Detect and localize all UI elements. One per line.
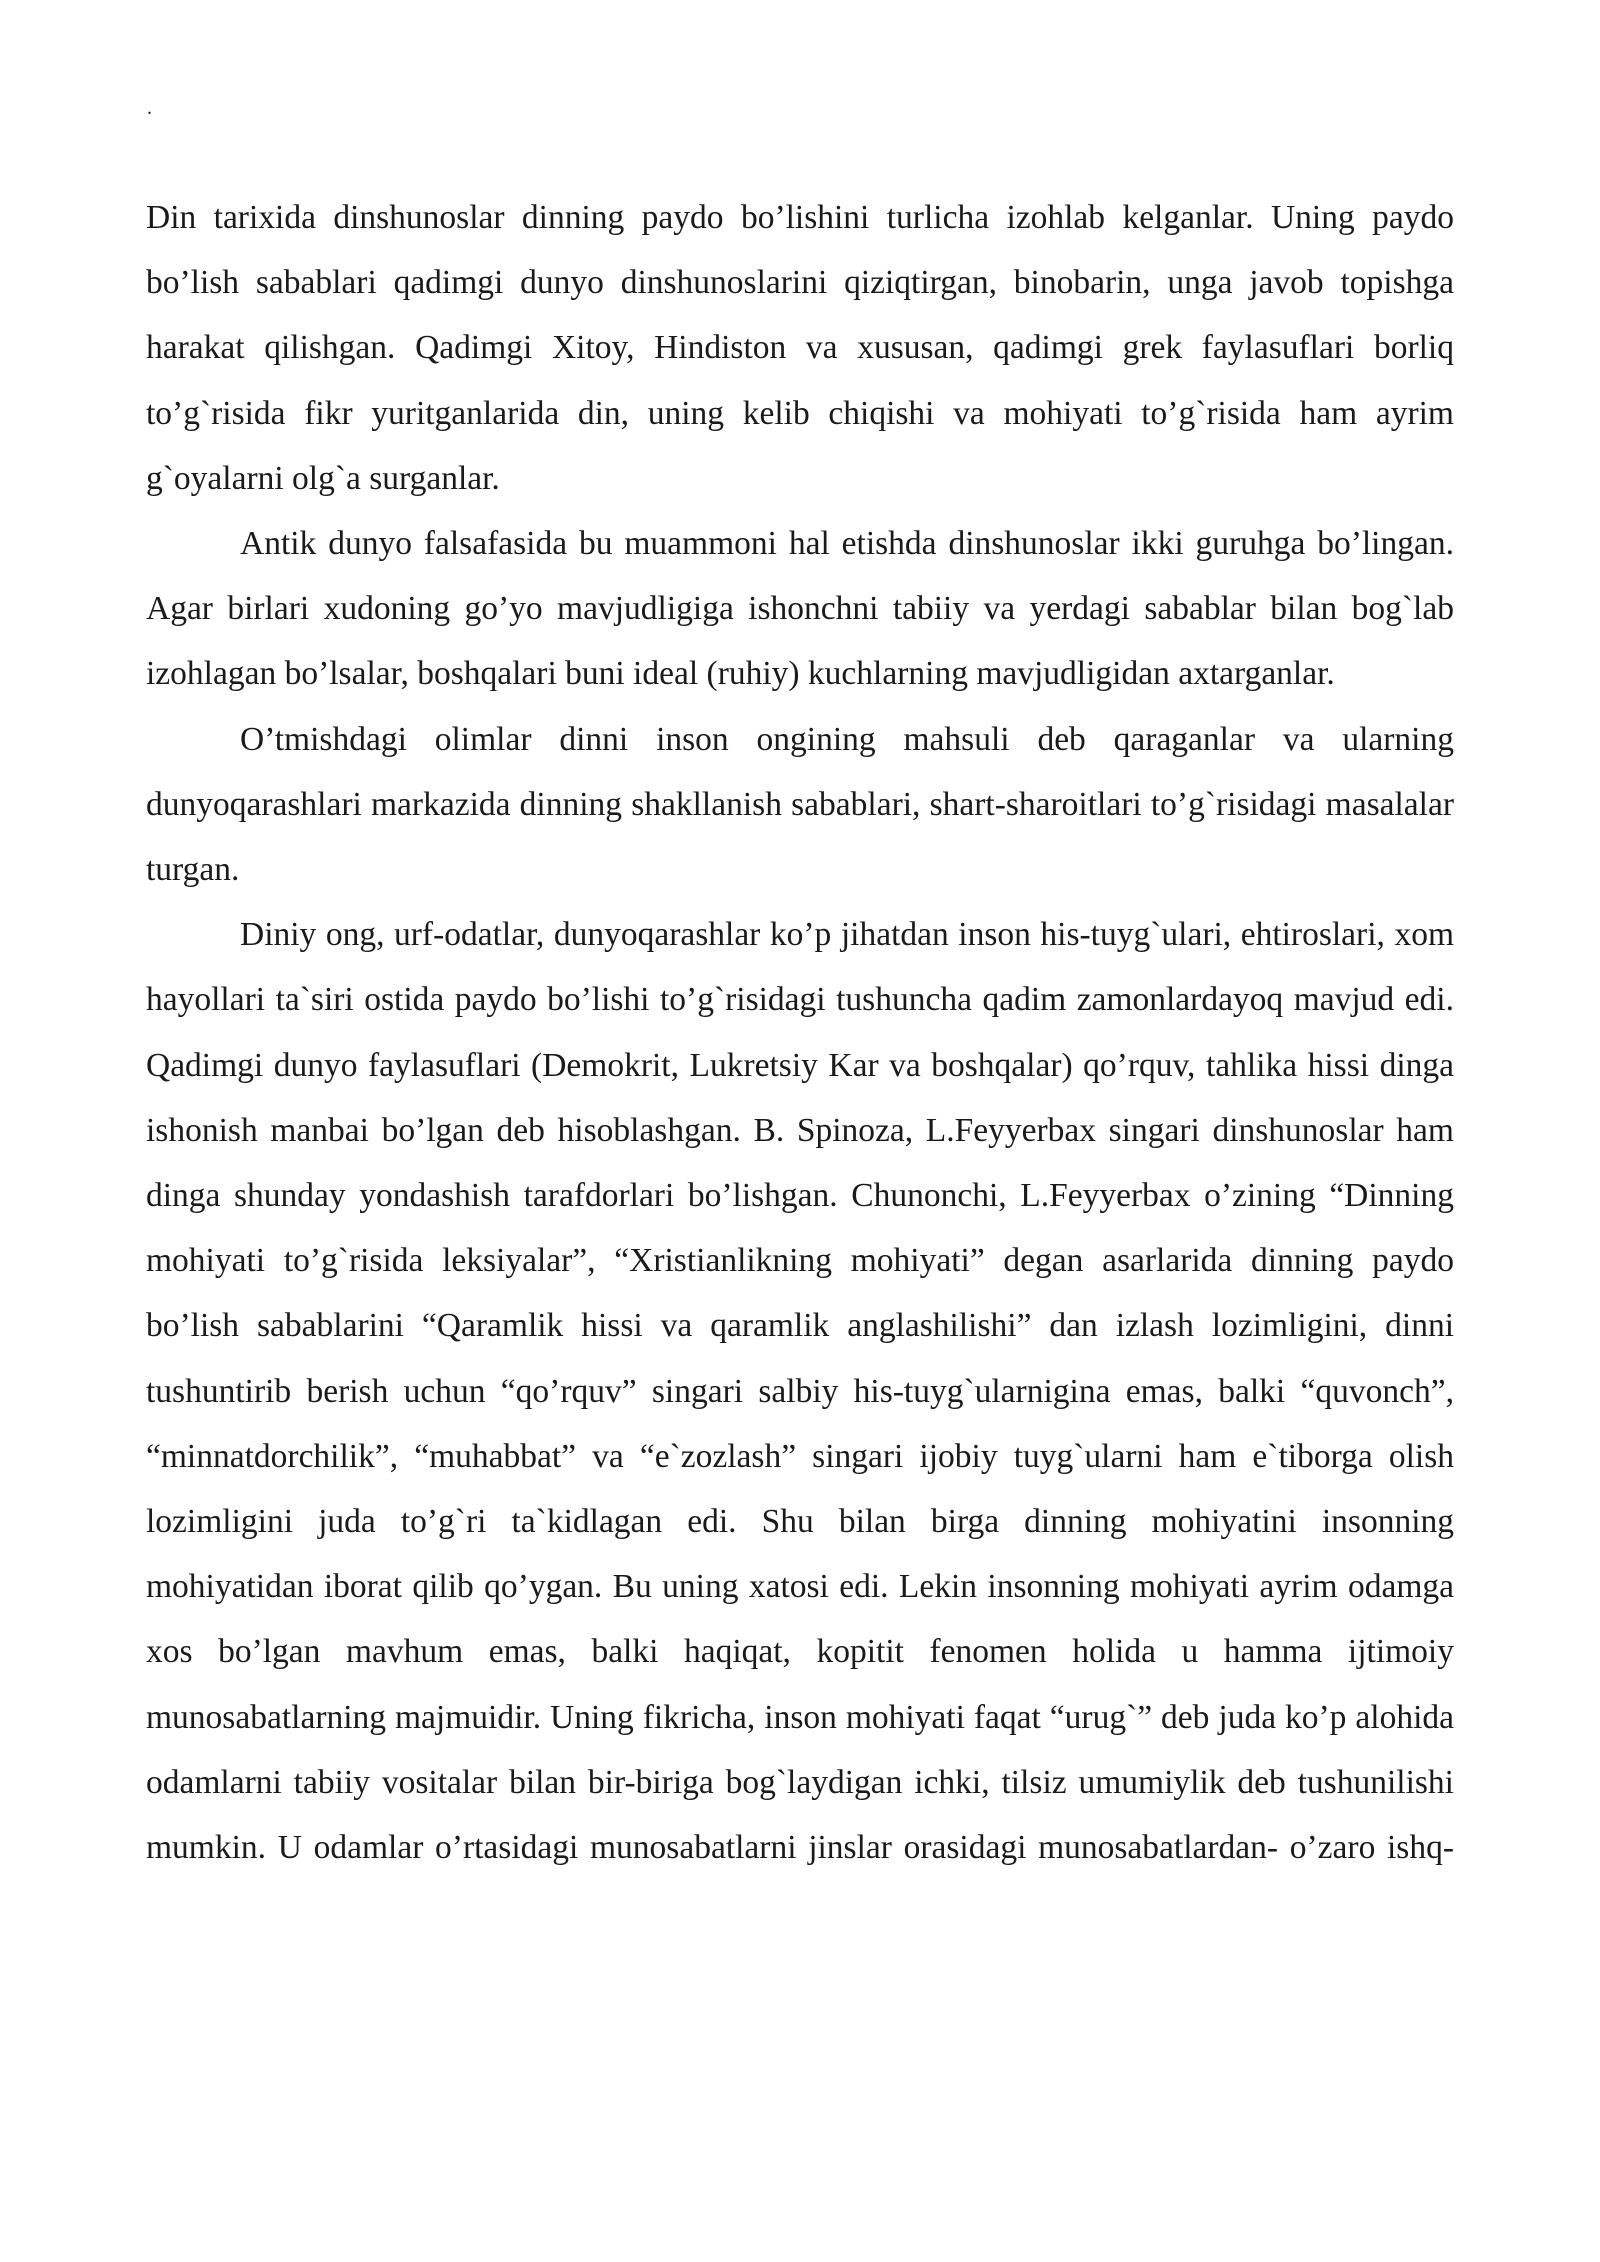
paragraph-2: Antik dunyo falsafasida bu muammoni hal etishda dinshunoslar ikki guruhga bo’lingan. Agar birlari xudoning go’yo mavjudligiga ishonchni tabiiy va yerdagi sabablar bilan bog`lab izohlagan bo’lsalar, boshqalari buni ideal (ruhiy) kuchlarning mavjudligidan axtarganlar. (146, 525, 1454, 693)
document-body (146, 185, 1454, 1880)
paragraph-1: Din tarixida dinshunoslar dinning paydo bo’lishini turlicha izohlab kelganlar. Uning paydo bo’lish sabablari qadimgi dunyo dinshunoslarini qiziqtirgan, binobarin, unga javob topishga harakat qilishgan. Qadimgi Xitoy, Hindiston va xususan, qadimgi grek faylasuflari borliq to’g`risida fikr yuritganlarida din, uning kelib chiqishi va mohiyati to’g`risida ham ayrim g`oyalarni olg`a surganlar. (146, 199, 1454, 497)
page-mark: . (147, 97, 152, 119)
paragraph-3: O’tmishdagi olimlar dinni inson ongining mahsuli deb qaraganlar va ularning dunyoqarashlari markazida dinning shakllanish sabablari, shart-sharoitlari to’g`risidagi masalalar turgan. (146, 720, 1454, 889)
paragraph-4: Diniy ong, urf-odatlar, dunyoqarashlar ko’p jihatdan inson his-tuyg`ulari, ehtiroslari, xom hayollari ta`siri ostida paydo bo’lishi to’g`risidagi tushuncha qadim zamonlardayoq mavjud edi. Qadimgi dunyo faylasuflari (Demokrit, Lukretsiy Kar va boshqalar) qo’rquv, tahlika hissi dinga ishonish manbai bo’lgan deb hisoblashgan. B. Spinoza, L.Feyyerbax singari dinshunoslar ham dinga shunday yondashish tarafdorlari bo’lishgan. Chunonchi, L.Feyyerbax o’zining “Dinning mohiyati to’g`risida leksiyalar”, “Xristianlikning mohiyati” degan asarlarida dinning paydo bo’lish sabablarini “Qaramlik hissi va qaramlik anglashilishi” dan izlash lozimligini, dinni tushuntirib berish uchun “qo’rquv” singari salbiy his-tuyg`ularnigina emas, balki “quvonch”, “minnatdorchilik”, “muhabbat” va “e`zozlash” singari ijobiy tuyg`ularni ham e`tiborga olish lozimligini juda to’g`ri ta`kidlagan edi. Shu bilan birga dinning mohiyatini insonning mohiyatidan iborat qilib qo’ygan. Bu uning xatosi edi. Lekin insonning mohiyati ayrim odamga xos bo’lgan mavhum emas, balki haqiqat, kopitit fenomen holida u hamma ijtimoiy munosabatlarning majmuidir. Uning fikricha, inson mohiyati faqat “urug`” deb juda ko’p alohida odamlarni tabiiy vositalar bilan bir-biriga bog`laydigan ichki, tilsiz umumiylik deb tushunilishi mumkin. U odamlar o’rtasidagi munosabatlarni jinslar orasidagi munosabatlardan- o’zaro ishq- (146, 916, 1454, 1867)
